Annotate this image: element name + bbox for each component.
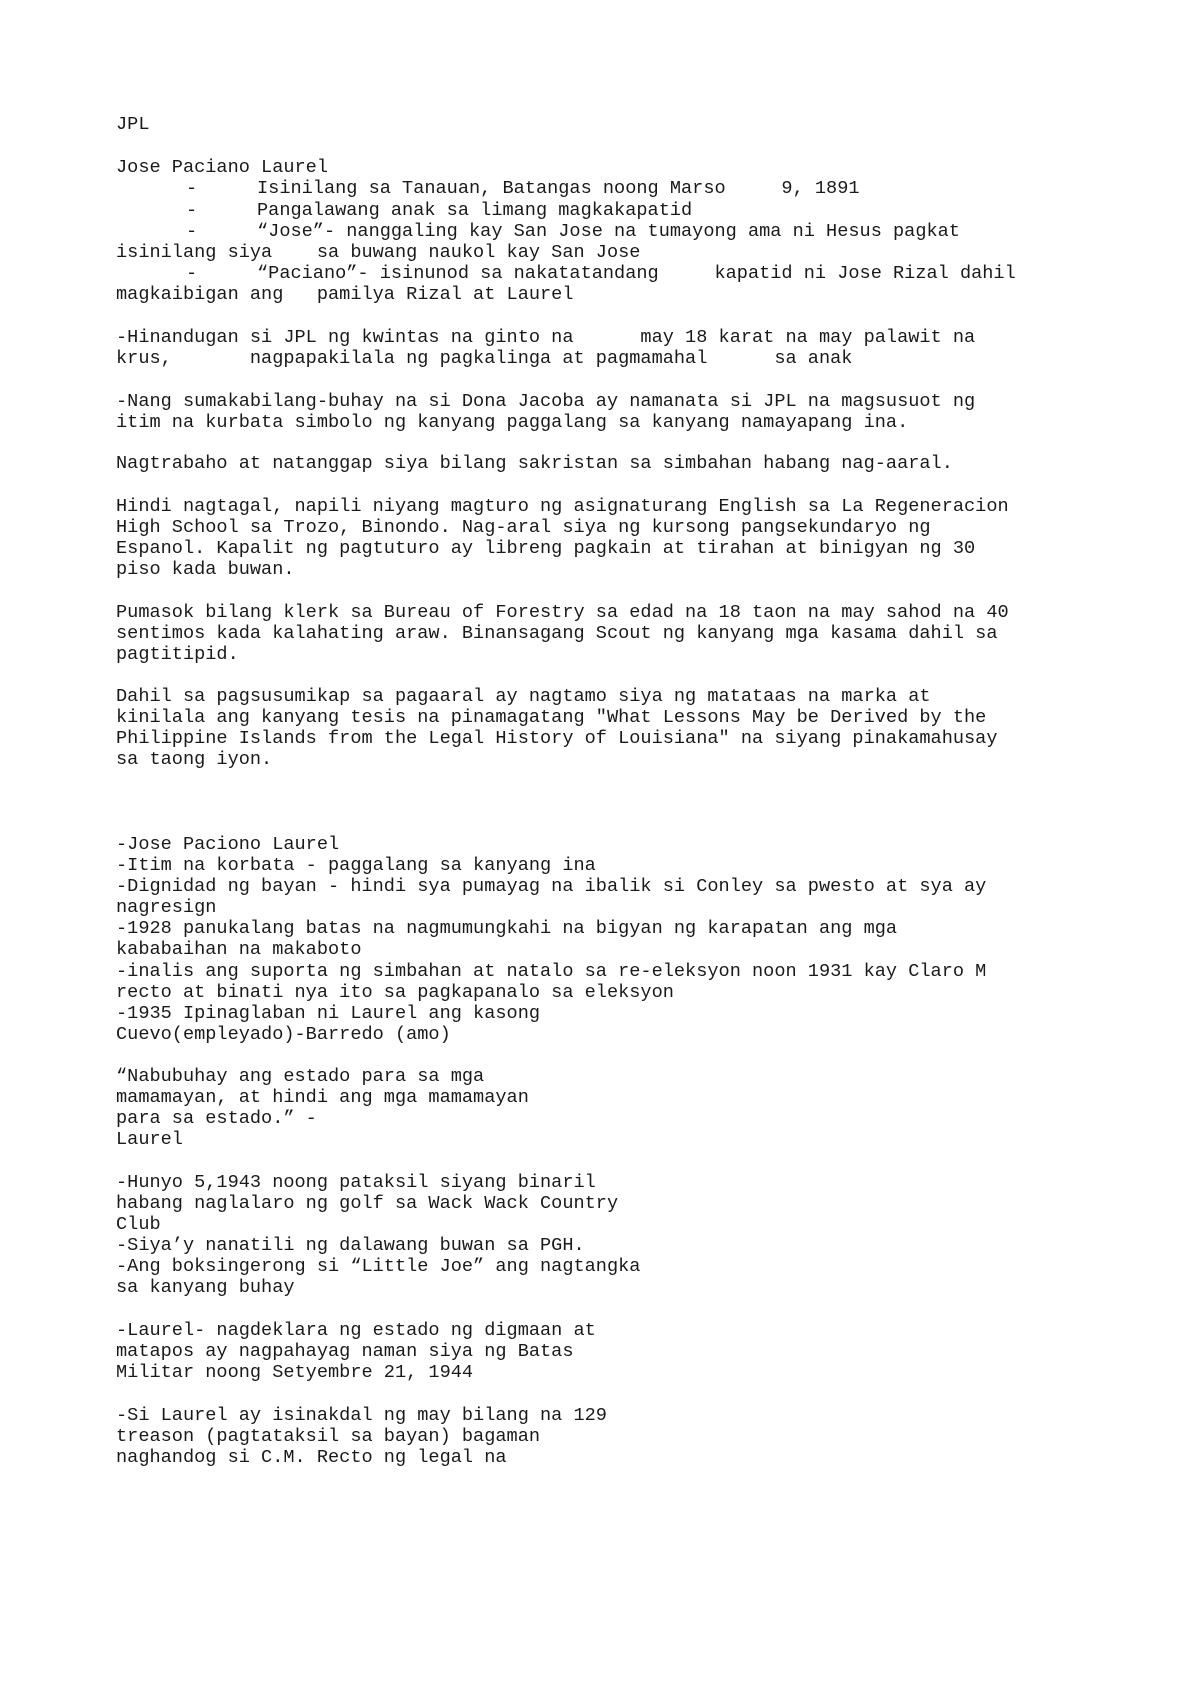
bullet-text: Pangalawang anak sa limang magkakapatid: [257, 200, 693, 221]
note-line: -Ang boksingerong si “Little Joe” ang nagtangka: [116, 1256, 641, 1277]
note-line: sa kanyang buhay: [116, 1277, 295, 1298]
paragraph-line: Espanol. Kapalit ng pagtuturo ay libreng pagkain at tirahan at binigyan ng 30: [116, 538, 976, 559]
note-line: matapos ay nagpahayag naman siya ng Batas: [116, 1341, 574, 1362]
bullet-dash: -: [186, 178, 198, 199]
note-line: -Itim na korbata - paggalang sa kanyang ina: [116, 855, 596, 876]
paragraph-line: piso kada buwan.: [116, 559, 295, 580]
bullet-dash: -: [186, 221, 198, 242]
bullet-continuation: magkaibigan ang pamilya Rizal at Laurel: [116, 284, 574, 305]
note-line: -Si Laurel ay isinakdal ng may bilang na 129: [116, 1405, 607, 1426]
paragraph-line: Dahil sa pagsusumikap sa pagaaral ay nagtamo siya ng matataas na marka at: [116, 686, 931, 707]
quote-line: Laurel: [116, 1129, 183, 1150]
paragraph-line: Pumasok bilang klerk sa Bureau of Forestry sa edad na 18 taon na may sahod na 40: [116, 602, 1009, 623]
note-line: kababaihan na makaboto: [116, 939, 362, 960]
paragraph-line: itim na kurbata simbolo ng kanyang paggalang sa kanyang namayapang ina.: [116, 412, 909, 433]
note-line: -Hunyo 5,1943 noong pataksil siyang binaril: [116, 1172, 596, 1193]
note-line: -inalis ang suporta ng simbahan at natalo sa re-eleksyon noon 1931 kay Claro M: [116, 961, 987, 982]
paragraph-line: sa taong iyon.: [116, 749, 273, 770]
note-line: -Dignidad ng bayan - hindi sya pumayag na ibalik si Conley sa pwesto at sya ay: [116, 876, 987, 897]
bullet-dash: -: [186, 200, 198, 221]
paragraph-line: pagtitipid.: [116, 644, 239, 665]
bullet-continuation: isinilang siya sa buwang naukol kay San Jose: [116, 242, 641, 263]
paragraph-line: krus, nagpapakilala ng pagkalinga at pagmamahal sa anak: [116, 348, 853, 369]
doc-header: JPL: [116, 114, 150, 135]
note-line: treason (pagtataksil sa bayan) bagaman: [116, 1426, 541, 1447]
paragraph-line: Nagtrabaho at natanggap siya bilang sakristan sa simbahan habang nag-aaral.: [116, 453, 953, 474]
note-line: Club: [116, 1214, 161, 1235]
note-line: -1928 panukalang batas na nagmumungkahi na bigyan ng karapatan ang mga: [116, 918, 898, 939]
note-line: -Jose Paciono Laurel: [116, 834, 340, 855]
paragraph-line: sentimos kada kalahating araw. Binansagang Scout ng kanyang mga kasama dahil sa: [116, 623, 998, 644]
quote-line: para sa estado.” -: [116, 1108, 317, 1129]
note-line: -1935 Ipinaglaban ni Laurel ang kasong: [116, 1003, 541, 1024]
note-line: nagresign: [116, 897, 217, 918]
bullet-text: Isinilang sa Tanauan, Batangas noong Marso 9, 1891: [257, 178, 860, 199]
bullet-text: “Jose”- nanggaling kay San Jose na tumayong ama ni Hesus pagkat: [257, 221, 960, 242]
paragraph-line: kinilala ang kanyang tesis na pinamagatang "What Lessons May be Derived by the: [116, 707, 987, 728]
paragraph-line: -Hinandugan si JPL ng kwintas na ginto na may 18 karat na may palawit na: [116, 327, 976, 348]
paragraph-line: High School sa Trozo, Binondo. Nag-aral siya ng kursong pangsekundaryo ng: [116, 517, 931, 538]
paragraph-line: -Nang sumakabilang-buhay na si Dona Jacoba ay namanata si JPL na magsusuot ng: [116, 391, 976, 412]
paragraph-line: Hindi nagtagal, napili niyang magturo ng asignaturang English sa La Regeneracion: [116, 496, 1009, 517]
note-line: Militar noong Setyembre 21, 1944: [116, 1362, 474, 1383]
note-line: -Siya’y nanatili ng dalawang buwan sa PGH.: [116, 1235, 585, 1256]
bullet-text: “Paciano”- isinunod sa nakatatandang kapatid ni Jose Rizal dahil: [257, 263, 1016, 284]
quote-line: “Nabubuhay ang estado para sa mga: [116, 1066, 485, 1087]
doc-name: Jose Paciano Laurel: [116, 157, 329, 178]
bullet-dash: -: [186, 263, 198, 284]
note-line: naghandog si C.M. Recto ng legal na: [116, 1447, 507, 1468]
quote-line: mamamayan, at hindi ang mga mamamayan: [116, 1087, 529, 1108]
paragraph-line: Philippine Islands from the Legal History of Louisiana" na siyang pinakamahusay: [116, 728, 998, 749]
note-line: recto at binati nya ito sa pagkapanalo sa eleksyon: [116, 982, 674, 1003]
note-line: Cuevo(empleyado)-Barredo (amo): [116, 1024, 451, 1045]
note-line: habang naglalaro ng golf sa Wack Wack Country: [116, 1193, 619, 1214]
note-line: -Laurel- nagdeklara ng estado ng digmaan at: [116, 1320, 596, 1341]
